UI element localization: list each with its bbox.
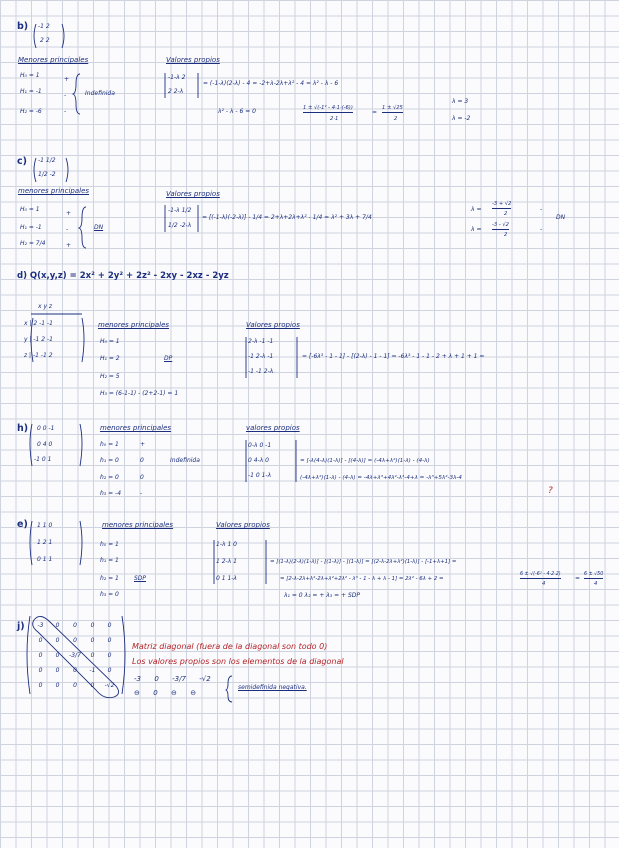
minor-signs: + - - bbox=[64, 76, 70, 115]
matrix-cell: 0 bbox=[38, 682, 43, 689]
matrix-cell: 0 bbox=[55, 622, 60, 629]
minor-h0: h₀ = 1 bbox=[100, 541, 119, 548]
fraction-1-denominator: 4 bbox=[542, 581, 546, 587]
eigenvalue-list: -3 0 -3/7 -√2 bbox=[134, 675, 211, 683]
classification-label: SDP bbox=[134, 575, 147, 582]
principal-minors-heading-lower: menores principales bbox=[98, 321, 170, 329]
minor-h0: H₀ = 1 bbox=[100, 338, 120, 345]
matrix-cell: 0 bbox=[55, 652, 60, 659]
minor-h0: H₀ = 1 bbox=[20, 72, 40, 79]
matrix-cell: 0 bbox=[73, 667, 77, 674]
matrix-cell: 0 bbox=[90, 682, 95, 689]
minor-h3: H₃ = (6-1-1) - (2+2-1) = 1 bbox=[100, 390, 179, 397]
section-j-tag: j) bbox=[17, 621, 25, 632]
eigen-equation-line1: = [-λ(4-λ)(1-λ)] - [(4-λ)] = (-4λ+λ²)(1-λ) - (4-λ) bbox=[300, 458, 430, 464]
matrix-cell: 0 bbox=[73, 637, 77, 644]
matrix-cell: 0 bbox=[38, 637, 43, 644]
det-e-row1: 1-λ 1 0 bbox=[216, 541, 237, 548]
matrix-cell: 0 bbox=[107, 622, 112, 629]
root-2: λ = -2 bbox=[452, 115, 471, 122]
matrix-h-row3: -1 0 1 bbox=[34, 456, 52, 463]
matrix-cell: 0 bbox=[90, 637, 95, 644]
minor-h0: H₀ = 1 bbox=[20, 206, 40, 213]
minor-h1: h₁ = 0 bbox=[100, 457, 119, 464]
minor-sign-3: - bbox=[140, 490, 143, 497]
classification-label: DN bbox=[94, 224, 104, 231]
result-numerator: 1 ± √25 bbox=[382, 105, 403, 111]
det-h-row1: 0-λ 0 -1 bbox=[248, 442, 272, 449]
eigen-roots: λ₁ = 0 λ₂ = + λ₃ = + SDP bbox=[284, 592, 361, 599]
root-2-sign: - bbox=[540, 226, 543, 233]
det-d-row2: -1 2-λ -1 bbox=[248, 353, 274, 360]
matrix-cell: 0 bbox=[55, 637, 60, 644]
diagonal-note: Matriz diagonal (fuera de la diagonal son todo 0) bbox=[132, 642, 328, 651]
det-h-row2: 0 4-λ 0 bbox=[248, 457, 269, 464]
matrix-cell: -3/7 bbox=[69, 652, 81, 659]
matrix-h-row2: 0 4 0 bbox=[37, 441, 53, 448]
result-label: DN bbox=[556, 214, 566, 221]
root-1-denominator: 2 bbox=[504, 211, 508, 217]
root-1-numerator: -3 + √2 bbox=[492, 201, 512, 207]
det-d-row3: -1 -1 2-λ bbox=[248, 368, 274, 375]
minor-h1: H₁ = 2 bbox=[100, 355, 120, 362]
root-1-sign: - bbox=[540, 206, 543, 213]
classification-label: Indefinida bbox=[170, 457, 200, 464]
eigenvalues-heading: Valores propios bbox=[166, 56, 220, 64]
matrix-d-row3: z | -1 -1 2 bbox=[24, 352, 53, 359]
matrix-cell: 0 bbox=[55, 667, 60, 674]
matrix-c-row2: 1/2 -2 bbox=[38, 171, 56, 178]
minor-signs: + - + bbox=[66, 210, 72, 249]
equals-sign: = bbox=[372, 109, 378, 116]
principal-minors-heading: Menores principales bbox=[18, 56, 89, 64]
matrix-cell: -√2 bbox=[104, 682, 115, 689]
matrix-cell: 0 bbox=[107, 667, 112, 674]
equals-sign: = bbox=[575, 575, 581, 582]
minor-h3: h₃ = -4 bbox=[100, 490, 122, 497]
eigenvalues-note: Los valores propios son los elementos de la diagonal bbox=[132, 657, 344, 666]
eigenvalues-heading-lower: valores propios bbox=[246, 424, 300, 432]
eigenvalues-heading: Valores propios bbox=[246, 321, 300, 329]
minor-h1: H₁ = -1 bbox=[20, 224, 42, 231]
result-denominator: 2 bbox=[394, 116, 398, 122]
matrix-cell: 0 bbox=[73, 622, 77, 629]
minor-h2: h₂ = 1 bbox=[100, 575, 119, 582]
section-h-tag: h) bbox=[17, 423, 29, 434]
minor-h0: h₀ = 1 bbox=[100, 441, 119, 448]
eigen-equation-line2: = [2-λ-2λ+λ²-2λ+λ²+2λ² - λ³ - 1 - λ + λ - 1] = 2λ² - 6λ + 2 = bbox=[280, 576, 444, 582]
minor-h1: h₁ = 1 bbox=[100, 557, 119, 564]
quadratic-formula-numerator: 1 ± √(-1² - 4·1·(-6)) bbox=[303, 105, 353, 111]
fraction-2-denominator: 4 bbox=[594, 581, 598, 587]
eigen-equation-line1: = [-6λ³ - 1 - 1] - [(2-λ) - 1 - 1] = -6λ³ - 1 - 1 - 2 + λ + 1 + 1 = bbox=[302, 353, 485, 360]
matrix-cell: 0 bbox=[107, 637, 112, 644]
matrix-c-row1: -1 1/2 bbox=[38, 157, 56, 164]
principal-minors-heading-lower: menores principales bbox=[100, 424, 172, 432]
eigen-equation-line2: λ² - λ - 6 = 0 bbox=[218, 108, 256, 115]
principal-minors-heading-lower: menores principales bbox=[18, 187, 90, 195]
classification-label: semidefinida negativa. bbox=[238, 684, 307, 691]
root-2-denominator: 2 bbox=[504, 232, 508, 238]
fraction-1-numerator: 6 ± √(-6² - 4·2·2) bbox=[520, 572, 561, 577]
det-e-row3: 0 1 1-λ bbox=[216, 575, 237, 582]
matrix-b-row2: 2 2 bbox=[40, 37, 50, 44]
det-c-row1: -1-λ 1/2 bbox=[168, 207, 192, 214]
classification-label: Indefinida bbox=[85, 90, 115, 97]
eigenvalue-sign-list: ⊖ 0 ⊖ ⊖ bbox=[134, 689, 197, 697]
eigen-equation-line1: = [(1-λ)(2-λ)(1-λ)] - [(1-λ)] - [(1-λ)] = [(2-λ-2λ+λ²)(1-λ)] - [-1+λ+1] = bbox=[270, 559, 457, 565]
classification-label: DP bbox=[164, 355, 173, 362]
matrix-d-row2: y | -1 2 -1 bbox=[24, 336, 53, 343]
minor-sign-1: 0 bbox=[140, 457, 144, 464]
det-c-row2: 1/2 -2-λ bbox=[168, 222, 192, 229]
fraction-2-numerator: 6 ± √50 bbox=[584, 572, 604, 577]
quadratic-form-title: d) Q(x,y,z) = 2x² + 2y² + 2z² - 2xy - 2xz - 2yz bbox=[17, 271, 229, 281]
minor-h2: H₂ = -6 bbox=[20, 108, 42, 115]
minor-h1: H₁ = -1 bbox=[20, 88, 42, 95]
root-1: λ = 3 bbox=[452, 98, 469, 105]
matrix-cell: 0 bbox=[90, 652, 95, 659]
principal-minors-heading-lower: menores principales bbox=[102, 521, 174, 529]
root-2-prefix: λ = bbox=[471, 226, 482, 233]
quadratic-formula-denominator: 2·1 bbox=[330, 116, 339, 122]
det-b-row1: -1-λ 2 bbox=[168, 74, 186, 81]
matrix-cell: 0 bbox=[73, 682, 77, 689]
matrix-cell: -1 bbox=[89, 667, 96, 674]
matrix-cell: 0 bbox=[90, 622, 95, 629]
eigen-equation-line1: = (-1-λ)(2-λ) - 4 = -2+λ-2λ+λ² - 4 = λ² - λ - 6 bbox=[203, 80, 339, 87]
det-e-row2: 1 2-λ 1 bbox=[216, 558, 237, 565]
matrix-e-row1: 1 1 0 bbox=[37, 522, 53, 529]
root-1-prefix: λ = bbox=[471, 206, 482, 213]
det-d-row1: 2-λ -1 -1 bbox=[248, 338, 274, 345]
minor-sign-2: 0 bbox=[140, 474, 144, 481]
minor-h2: h₂ = 0 bbox=[100, 474, 119, 481]
eigen-equation-line1: = [(-1-λ)(-2-λ)] - 1/4 = 2+λ+2λ+λ² - 1/4 = λ² + 3λ + 7/4 bbox=[202, 214, 372, 221]
section-e-tag: e) bbox=[17, 519, 28, 530]
section-b-tag: b) bbox=[17, 21, 29, 32]
minor-h2: H₂ = 7/4 bbox=[20, 240, 46, 247]
eigenvalues-heading: Valores propios bbox=[216, 521, 270, 529]
matrix-cell: 0 bbox=[55, 682, 60, 689]
eigenvalues-heading: Valores propios bbox=[166, 190, 220, 198]
minor-h3: h₃ = 0 bbox=[100, 591, 119, 598]
matrix-cell: 0 bbox=[38, 652, 43, 659]
question-mark: ? bbox=[548, 486, 553, 496]
matrix-e-row2: 1 2 1 bbox=[37, 539, 53, 546]
det-h-row3: -1 0 1-λ bbox=[248, 472, 272, 479]
matrix-d-columns: x y z bbox=[38, 303, 53, 310]
root-2-numerator: -3 - √2 bbox=[492, 222, 509, 228]
matrix-e-row3: 0 1 1 bbox=[37, 556, 53, 563]
minor-sign-0: + bbox=[140, 441, 146, 448]
minor-h2: H₂ = 5 bbox=[100, 373, 120, 380]
det-b-row2: 2 2-λ bbox=[168, 88, 184, 95]
matrix-cell: 0 bbox=[107, 652, 112, 659]
matrix-h-row1: 0 0 -1 bbox=[37, 425, 55, 432]
section-c-tag: c) bbox=[17, 156, 27, 167]
eigen-equation-line2: (-4λ+λ²)(1-λ) - (4-λ) = -4λ+λ³+4λ²-λ³-4+λ = -λ³+5λ²-3λ-4 bbox=[300, 475, 462, 481]
matrix-cell: 0 bbox=[38, 667, 43, 674]
matrix-d-row1: x | 2 -1 -1 bbox=[24, 320, 53, 327]
matrix-cell: -3 bbox=[37, 622, 44, 629]
matrix-b-row1: -1 2 bbox=[38, 23, 50, 30]
